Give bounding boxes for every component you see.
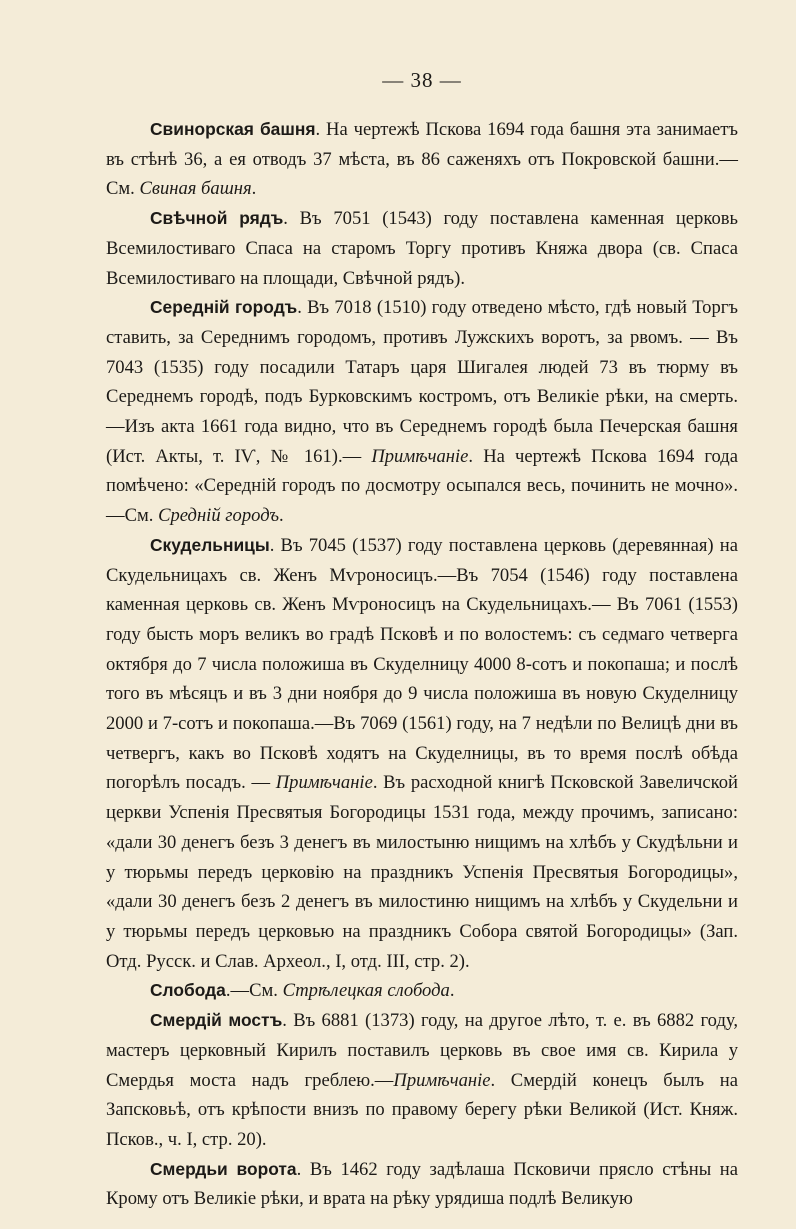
entry-text: . Въ 7051 (1543) году поставлена каменная церковь Всемилостиваго Спаса на старомъ Торгу противъ Княжа двора (св. Спаса Всемилостиваго на площади, Свѣчной рядъ). [106,208,738,289]
entry-heading: Слобода [150,980,226,1001]
entry-paragraph [106,531,738,977]
entry-text: . [251,178,257,200]
entry-paragraph [106,976,738,1006]
page-number: — 38 — [382,68,462,92]
entry-text: . Въ расходной книгѣ Псковской Завеличской церкви Успенія Пресвятыя Богородицы 1531 года, между прочимъ, записано: «дали 30 денегъ безъ 3 денегъ въ милостыню нищимъ на хлѣбъ у Скудѣльни и у тюрьмы передъ церковію на праздникъ Успенія Пресвятыя Богородицы», «дали 30 денегъ безъ 2 денегъ въ милостиню нищимъ на хлѣбъ у Скудельни и у тюрьмы передъ церковью на праздникъ Собора святой Богородицы» (Зап. Отд. Русск. и Слав. Археол., I, отд. III, стр. 2). [106,772,738,972]
entry-text: . На чертежѣ Пскова 1694 года помѣчено: «Середній городъ по досмотру осыпался весь, починить не мочно».—См. [106,445,738,527]
entry-text: . На чертежѣ Пскова 1694 года башня эта занимаетъ въ стѣнѣ 36, а ея отводъ 37 мѣста, въ 86 саженяхъ отъ Покровской башни.—См. [106,119,738,200]
entry-text: . [449,980,455,1002]
entry-text: . Въ 6881 (1373) году, на другое лѣто, т. е. въ 6882 году, мастеръ церковный Кирилъ поставилъ церковь въ свое имя св. Кирила у Смердья моста надъ греблею.— [106,1010,738,1091]
entry-heading: Скудельницы [150,534,270,555]
cross-reference: Примѣчаніе [275,772,373,794]
entry-paragraph [106,115,738,204]
cross-reference: Свиная башня [139,178,252,200]
cross-reference: Средній городъ [158,505,280,527]
entry-text: .—См. [225,980,283,1002]
entry-heading: Смердій мостъ [150,1010,283,1031]
entry-paragraph [106,204,738,293]
entry-text: . Въ 7045 (1537) году поставлена церковь (деревянная) на Скудельницахъ св. Женъ Мѵроносицъ.—Въ 7054 (1546) году поставлена каменная церковь св. Женъ Мѵроносицъ на Скудельницахъ.— Въ 7061 (1553) году бысть моръ великъ во градѣ Псковѣ и по волостемъ: съ седмаго четверга октября до 7 числа положиша въ Скуделницу 4000 8-сотъ и покопаша; и послѣ того въ мѣсяцъ и въ 3 дни ноября до 9 числа положиша въ новую Скуделницу 2000 и 7-сотъ и покопаша.—Въ 7069 (1561) году, на 7 недѣли по Велицѣ дни въ четвергъ, какъ во Псковѣ ходятъ на Скуделницы, въ то время послѣ обѣда погорѣлъ посадъ. — [106,534,738,794]
entry-paragraph [106,293,738,531]
entry-text: . Въ 1462 году задѣлаша Псковичи прясло стѣны на Крому отъ Великіе рѣки, и врата на рѣку урядиша подлѣ Великую [106,1158,738,1210]
entry-paragraph [106,1006,738,1155]
cross-reference: Примѣчаніе [393,1069,491,1091]
entry-heading: Середній городъ [150,297,298,318]
entry-text: . [279,505,284,527]
entry-text: . Смердій конецъ былъ на Запсковьѣ, отъ крѣпости внизъ по правому берегу рѣки Великой (Ист. Княж. Псков., ч. I, стр. 20). [106,1069,738,1150]
entry-heading: Смердьи ворота [150,1158,297,1179]
entry-heading: Свѣчной рядъ [150,208,284,229]
entry-text: . Въ 7018 (1510) году отведено мѣсто, гдѣ новый Торгъ ставить, за Середнимъ городомъ, противъ Лужскихъ воротъ, за рвомъ. — Въ 7043 (1535) году посадили Татаръ царя Шигалея людей 73 въ тюрму въ Середнемъ городѣ, подъ Бурковскимъ костромъ, отъ Великіе рѣки, на смерть.—Изъ акта 1661 года видно, что въ Середнемъ городѣ была Печерская башня (Ист. Акты, т. IѴ, № 161).— [106,297,738,467]
cross-reference: Стрѣлецкая слобода [282,980,450,1002]
entry-heading: Свинорская башня [150,119,316,139]
cross-reference: Примѣчаніе [371,445,469,467]
entry-paragraph [106,1155,738,1214]
entries-list [106,115,738,1214]
